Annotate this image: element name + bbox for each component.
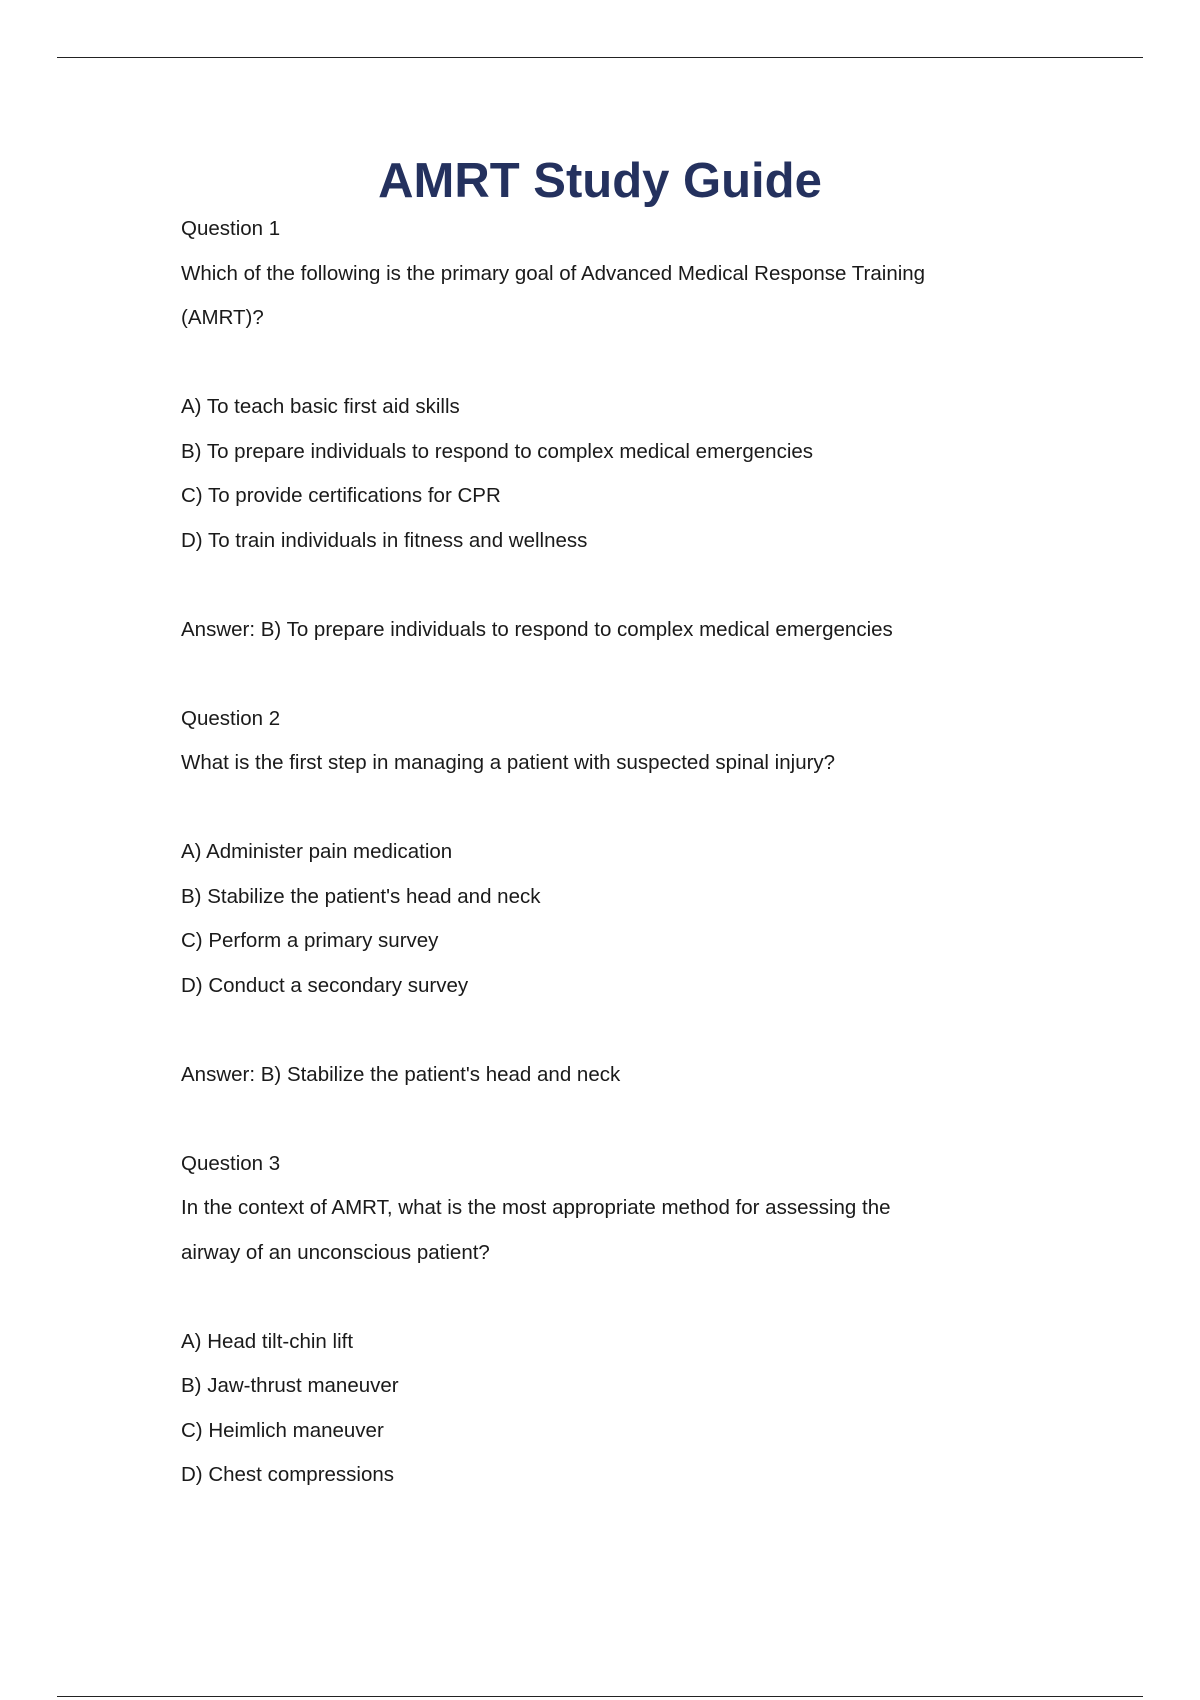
answer-option: B) To prepare individuals to respond to complex medical emergencies [181,439,814,463]
question-label: Question 3 [181,1151,281,1175]
answer-option: C) To provide certifications for CPR [181,484,501,507]
document-title: AMRT Study Guide [378,154,822,208]
answer-option: D) Chest compressions [181,1463,395,1486]
question-block-1 [181,207,1061,697]
answer-option: A) To teach basic first aid skills [181,395,460,418]
spacer [181,1275,1061,1320]
question-label: Question 2 [181,706,281,730]
question-block-3 [181,1142,1061,1498]
question-label: Question 1 [181,217,281,240]
question-prompt: What is the first step in managing a patient with suspected spinal injury? [181,751,836,774]
spacer [181,652,1061,697]
correct-answer: Answer: B) Stabilize the patient's head and neck [181,1062,621,1086]
answer-option: D) To train individuals in fitness and wellness [181,528,588,552]
question-prompt: (AMRT)? [181,306,264,329]
question-prompt: Which of the following is the primary goal of Advanced Medical Response Training [181,261,926,285]
answer-option: A) Administer pain medication [181,840,453,863]
header-rule [57,57,1143,58]
question-block-2 [181,697,1061,1142]
spacer [181,341,1061,386]
answer-option: C) Heimlich maneuver [181,1418,384,1442]
answer-option: A) Head tilt-chin lift [181,1329,354,1353]
document-body [181,207,1061,1498]
spacer [181,786,1061,831]
question-prompt: In the context of AMRT, what is the most appropriate method for assessing the [181,1196,891,1219]
answer-option: D) Conduct a secondary survey [181,973,469,997]
question-prompt: airway of an unconscious patient? [181,1240,490,1264]
spacer [181,1008,1061,1053]
footer-rule [57,1696,1143,1697]
answer-option: B) Jaw-thrust maneuver [181,1374,399,1397]
spacer [181,1097,1061,1142]
correct-answer: Answer: B) To prepare individuals to respond to complex medical emergencies [181,617,893,641]
answer-option: B) Stabilize the patient's head and neck [181,884,541,908]
answer-option: C) Perform a primary survey [181,929,439,952]
spacer [181,563,1061,608]
